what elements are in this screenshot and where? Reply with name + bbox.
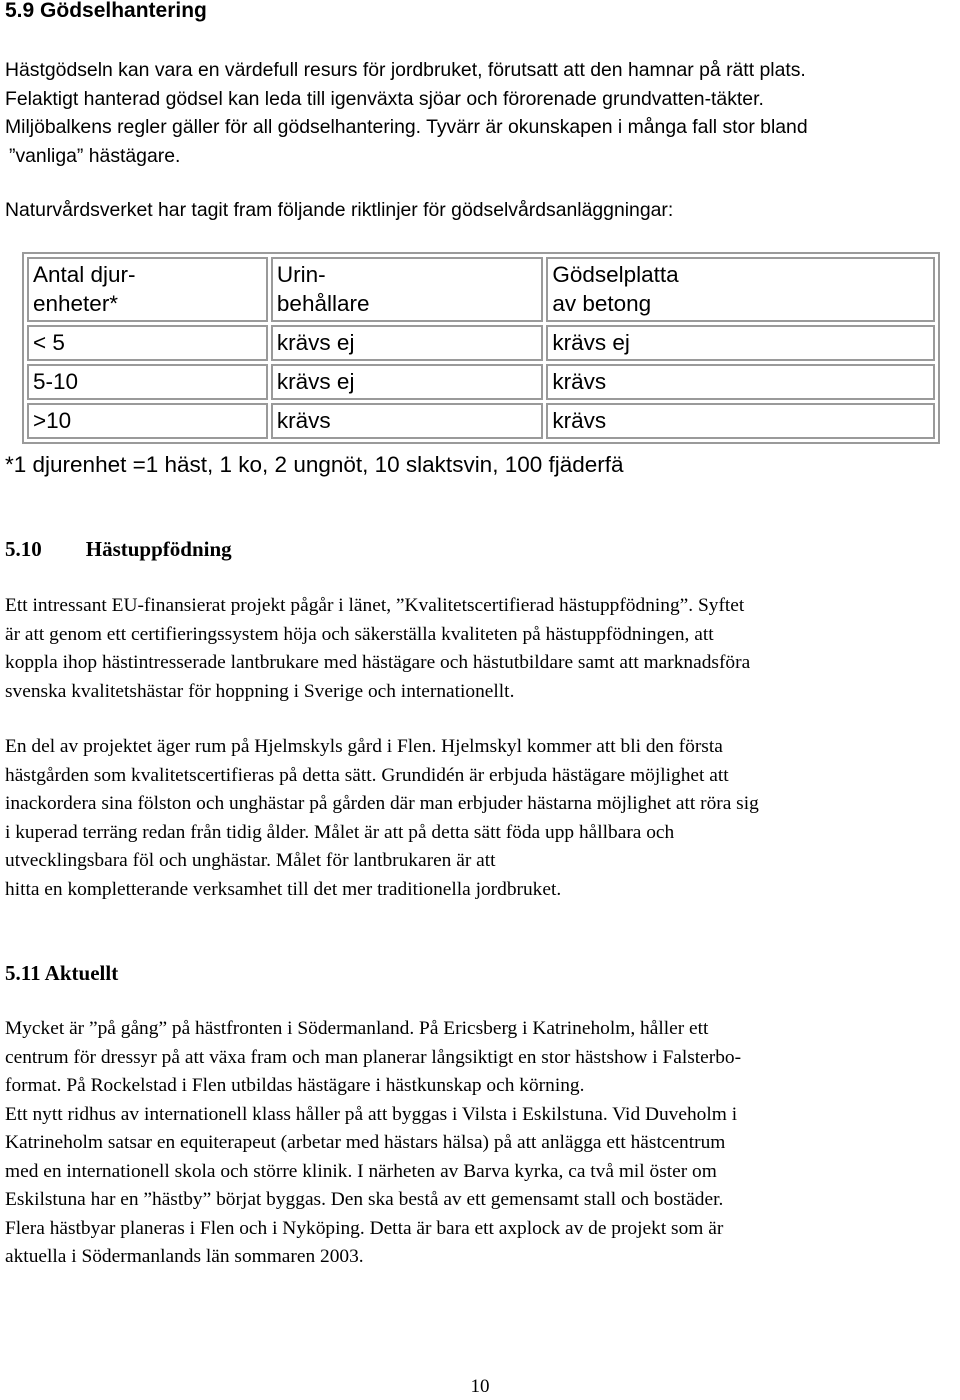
table-cell: krävs — [546, 364, 935, 400]
text-line: koppla ihop hästintresserade lantbrukare med hästägare och hästutbildare samt att marknadsföra — [5, 652, 751, 673]
text-line: Felaktigt hanterad gödsel kan leda till igenväxta sjöar och förorenade grundvatten-täkter. — [5, 87, 764, 110]
text-line: svenska kvalitetshästar för hoppning i Sverige och internationellt. — [5, 680, 515, 702]
text-line: inackordera sina fölston och unghästar på gården där man erbjuder hästarna möjlighet att röra sig — [5, 793, 759, 814]
section-5-10-paragraph-1 — [5, 592, 955, 706]
header-line: Antal djur- — [33, 262, 136, 287]
table-cell: 5-10 — [27, 364, 268, 400]
table-header-cell — [271, 257, 543, 322]
section-5-10-paragraph-2 — [5, 733, 955, 904]
table-cell: krävs ej — [271, 325, 543, 361]
text-line: ”vanliga” hästägare. — [9, 144, 181, 167]
section-number: 5.10 — [5, 537, 42, 561]
text-line: Miljöbalkens regler gäller för all gödselhantering. Tyvärr är okunskapen i många fall stor bland — [5, 116, 808, 138]
text-line: Mycket är ”på gång” på hästfronten i Södermanland. På Ericsberg i Katrineholm, håller ett — [5, 1018, 709, 1039]
page-number: 10 — [470, 1376, 490, 1397]
header-line: enheter* — [33, 291, 119, 316]
table-row — [27, 403, 935, 439]
table-footnote: *1 djurenhet =1 häst, 1 ko, 2 ungnöt, 10 slaktsvin, 100 fjäderfä — [5, 452, 624, 477]
header-line: Urin- — [276, 262, 326, 287]
text-line: Ett nytt ridhus av internationell klass håller på att byggas i Vilsta i Eskilstuna. Vid Duveholm i — [5, 1103, 738, 1125]
table-cell: krävs ej — [271, 364, 543, 400]
text-line: En del av projektet äger rum på Hjelmskyls gård i Flen. Hjelmskyl kommer att bli den första — [5, 736, 723, 757]
text-line: utvecklingsbara föl och unghästar. Målet för lantbrukaren är att — [5, 850, 496, 871]
table-row — [27, 325, 935, 361]
text-line: hitta en kompletterande verksamhet till det mer traditionella jordbruket. — [5, 878, 562, 900]
header-line: Gödselplatta — [552, 262, 679, 287]
text-line: Eskilstuna har en ”hästby” börjat byggas. Den ska bestå av ett gemensamt stall och bostäder. — [5, 1189, 724, 1210]
text-line: är att genom ett certifieringssystem höja och säkerställa kvaliteten på hästuppfödningen, att — [5, 623, 714, 645]
section-5-9-heading: 5.9 Gödselhantering — [5, 0, 207, 22]
text-line: format. På Rockelstad i Flen utbildas hästägare i hästkunskap och körning. — [5, 1075, 585, 1096]
table-row — [27, 364, 935, 400]
text-line: med en internationell skola och större klinik. I närheten av Barva kyrka, ca två mil öster om — [5, 1160, 717, 1182]
table-cell: < 5 — [27, 325, 268, 361]
section-title: Hästuppfödning — [85, 537, 232, 561]
table-cell: krävs — [271, 403, 543, 439]
section-5-11-paragraph — [5, 1015, 955, 1272]
text-line: Ett intressant EU-finansierat projekt pågår i länet, ”Kvalitetscertifierad hästuppfödning”. Syftet — [5, 595, 745, 616]
section-5-10-heading — [5, 537, 232, 562]
table-cell: krävs ej — [546, 325, 935, 361]
text-line: Naturvårdsverket har tagit fram följande riktlinjer för gödselvårdsanläggningar: — [5, 199, 674, 221]
text-line: aktuella i Södermanlands län sommaren 2003. — [5, 1246, 364, 1267]
table-cell: krävs — [546, 403, 935, 439]
table-cell: >10 — [27, 403, 268, 439]
header-line: behållare — [276, 291, 370, 316]
text-line: Katrineholm satsar en equiterapeut (arbetar med hästars hälsa) på att anlägga ett hästcentrum — [5, 1132, 726, 1153]
table-header-cell — [546, 257, 935, 322]
table-header-cell — [27, 257, 268, 322]
text-line: i kuperad terräng redan från tidig ålder. Målet är att på detta sätt föda upp hållbara och — [5, 821, 675, 843]
section-5-9-paragraph-2 — [5, 196, 955, 225]
section-5-9-paragraph-1 — [5, 56, 955, 170]
text-line: centrum för dressyr på att växa fram och man planerar långsiktigt en stor hästshow i Falsterbo- — [5, 1046, 742, 1068]
text-line: Flera hästbyar planeras i Flen och i Nyköping. Detta är bara ett axplock av de projekt som är — [5, 1217, 724, 1239]
header-line: av betong — [552, 291, 652, 316]
text-line: hästgården som kvalitetscertifieras på detta sätt. Grundidén är erbjuda hästägare möjlighet att — [5, 764, 729, 786]
section-5-11-heading: 5.11 Aktuellt — [5, 961, 119, 985]
table-header-row — [27, 257, 935, 322]
text-line: Hästgödseln kan vara en värdefull resurs för jordbruket, förutsatt att den hamnar på rätt plats. — [5, 59, 806, 81]
manure-guidelines-table — [22, 252, 940, 444]
